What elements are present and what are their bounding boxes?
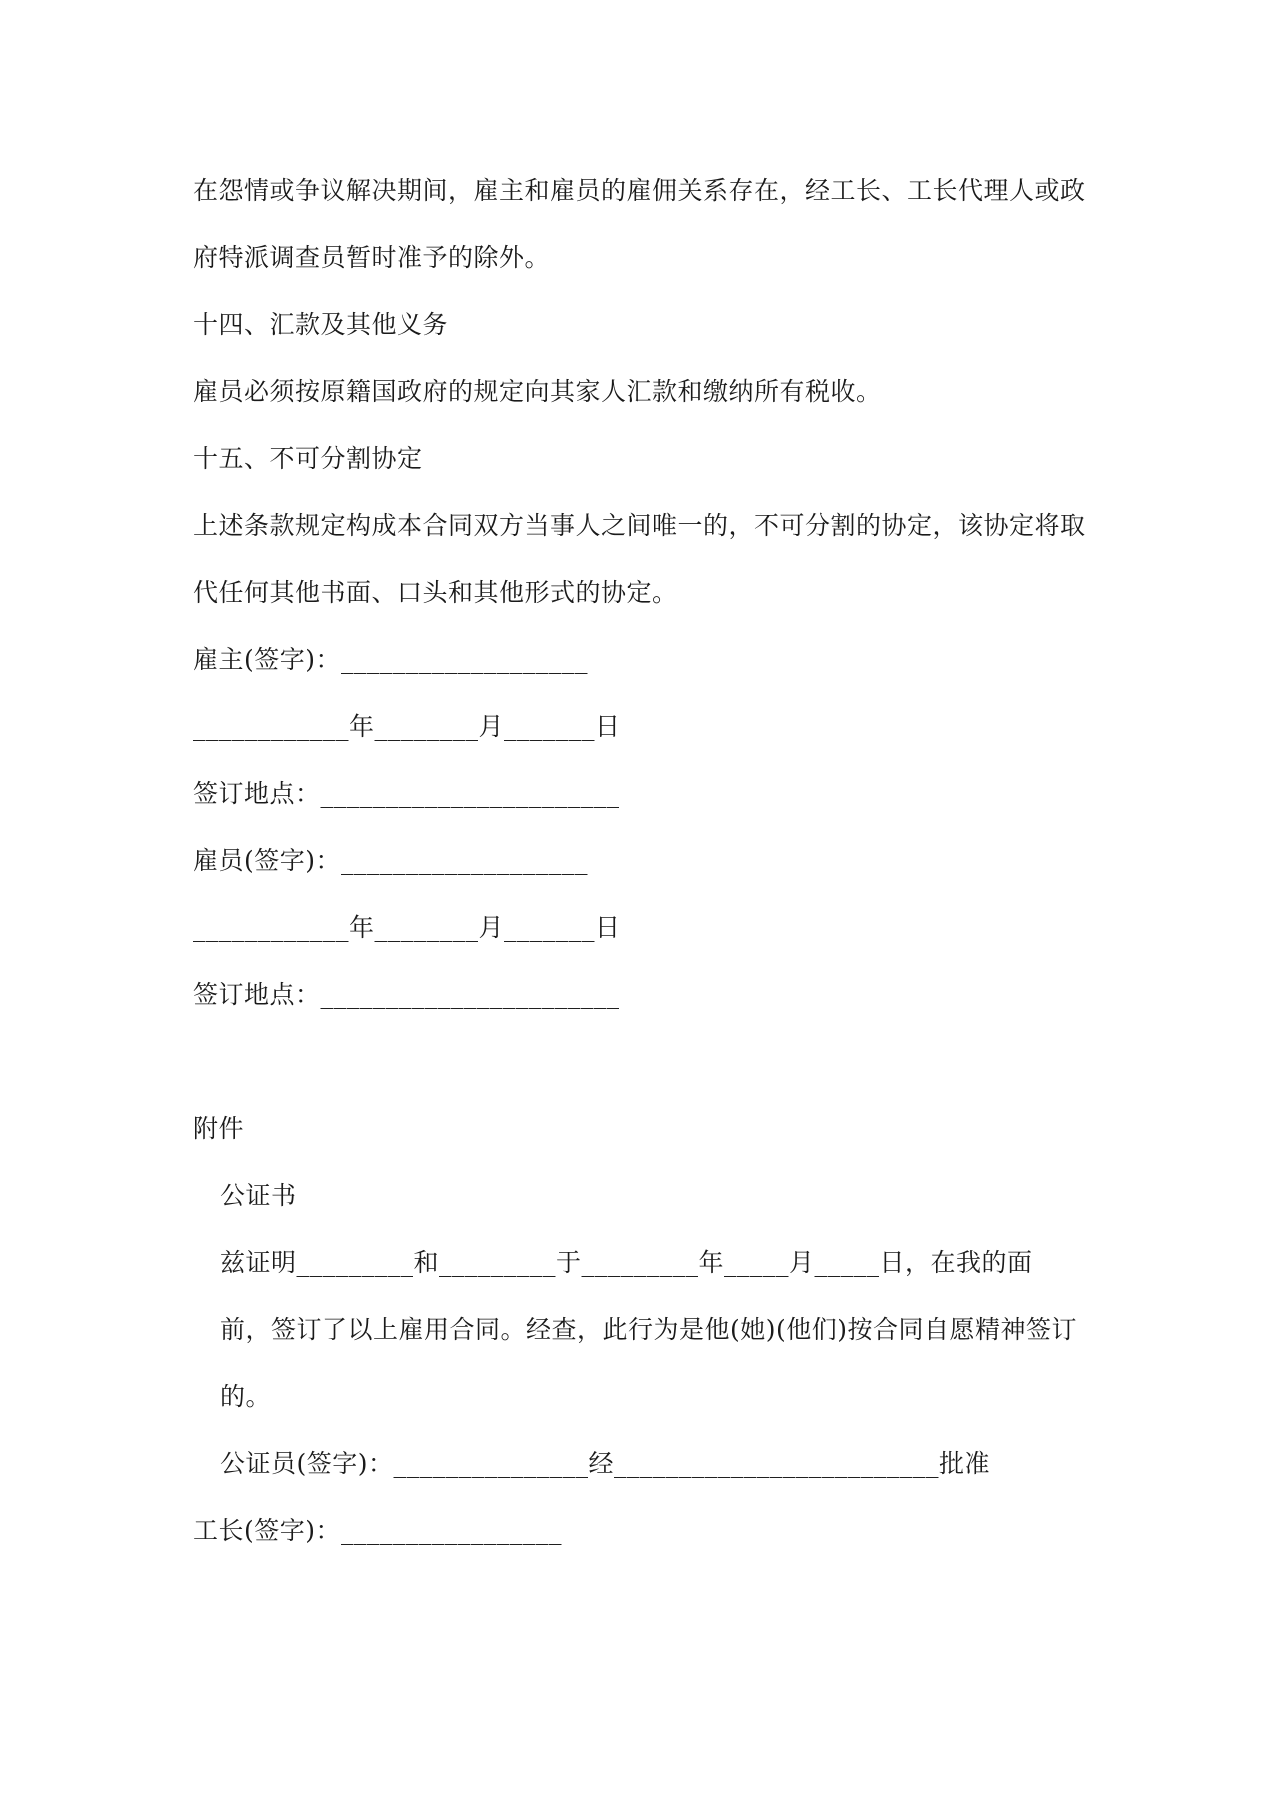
notarial-paragraph-line1: 兹证明_________和_________于_________年_____月_____日，在我的面: [220, 1248, 1033, 1277]
notarial-paragraph-line2: 前，签订了以上雇用合同。经查，此行为是他(她)(他们)按合同自愿精神签订: [220, 1315, 1078, 1344]
employee-date-field: ____________年________月_______日: [193, 913, 621, 942]
paragraph-dispute-period-line2: 府特派调查员暂时准予的除外。: [193, 243, 551, 272]
notarial-paragraph-line3: 的。: [220, 1382, 272, 1411]
paragraph-agreement-line2: 代任何其他书面、口头和其他形式的协定。: [193, 578, 678, 607]
attachment-heading: 附件: [193, 1114, 245, 1143]
notary-signature-field: 公证员(签字)：_______________经_________________________批准: [220, 1449, 991, 1478]
paragraph-remittance: 雇员必须按原籍国政府的规定向其家人汇款和缴纳所有税收。: [193, 377, 882, 406]
employee-signing-place-field: 签订地点：_______________________: [193, 980, 620, 1009]
employee-signature-field: 雇员(签字)：___________________: [193, 846, 589, 875]
paragraph-agreement-line1: 上述条款规定构成本合同双方当事人之间唯一的，不可分割的协定，该协定将取: [193, 511, 1086, 540]
employer-signing-place-field: 签订地点：_______________________: [193, 779, 620, 808]
foreman-signature-field: 工长(签字)：_________________: [193, 1516, 563, 1545]
notarial-certificate-title: 公证书: [220, 1181, 297, 1210]
employer-signature-field: 雇主(签字)：___________________: [193, 645, 589, 674]
paragraph-dispute-period-line1: 在怨情或争议解决期间，雇主和雇员的雇佣关系存在，经工长、工长代理人或政: [193, 176, 1086, 205]
section-heading-15: 十五、不可分割协定: [193, 444, 423, 473]
section-heading-14: 十四、汇款及其他义务: [193, 310, 449, 339]
employer-date-field: ____________年________月_______日: [193, 712, 621, 741]
